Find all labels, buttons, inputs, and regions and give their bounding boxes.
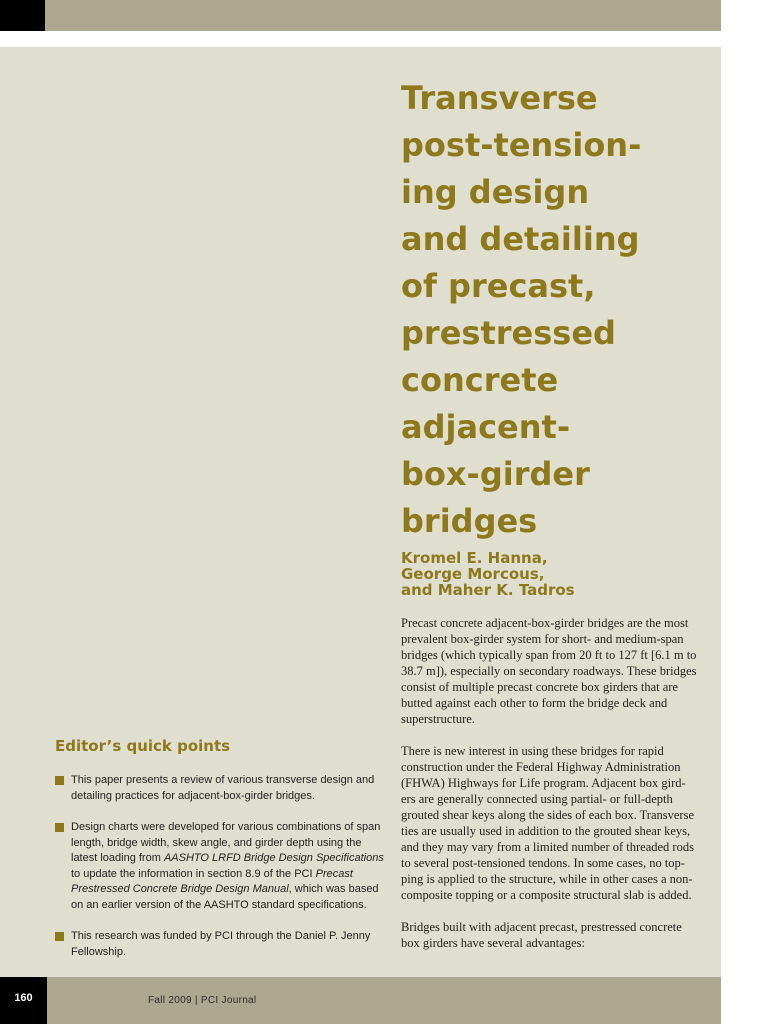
text-line xyxy=(71,851,384,867)
text-line: This paper presents a review of various transverse design and xyxy=(71,774,375,786)
body-paragraph xyxy=(401,743,725,903)
italic-reference: AASHTO LRFD Bridge Design Specifications xyxy=(163,852,384,864)
article-body xyxy=(401,615,725,967)
square-bullet-icon xyxy=(55,776,64,785)
italic-reference: Prestressed Concrete Bridge Design Manual xyxy=(71,883,289,895)
text-line: 38.7 m]), especially on secondary roadways. These bridges xyxy=(401,664,697,678)
title-line: of precast, xyxy=(401,267,596,305)
title-line: post-tension- xyxy=(401,126,642,164)
text-line: superstructure. xyxy=(401,712,475,726)
text-line: and they may vary from a limited number of threaded rods xyxy=(401,840,694,854)
top-corner-block xyxy=(0,0,45,31)
text-line: Bridges built with adjacent precast, prestressed concrete xyxy=(401,920,682,934)
text-line: box girders have several advantages: xyxy=(401,936,585,950)
body-paragraph xyxy=(401,615,725,727)
title-line: Transverse xyxy=(401,79,598,117)
quick-point xyxy=(55,820,384,913)
text-line: on an earlier version of the AASHTO standard specifications. xyxy=(71,898,367,911)
text-line: prevalent box-girder system for short- and medium-span xyxy=(401,632,684,646)
author-line: George Morcous, xyxy=(401,565,545,583)
italic-reference: Precast xyxy=(315,867,353,880)
quick-point xyxy=(55,773,375,804)
text-run: latest loading from xyxy=(71,852,164,864)
text-line: There is new interest in using these bridges for rapid xyxy=(401,744,664,758)
text-line xyxy=(71,882,379,898)
author-line: and Maher K. Tadros xyxy=(401,581,575,599)
text-line: Fellowship. xyxy=(71,945,127,958)
text-line: bridges (which typically span from 20 ft to 127 ft [6.1 m to xyxy=(401,648,697,662)
square-bullet-icon xyxy=(55,932,64,941)
text-line: to several post-tensioned tendons. In some cases, no top- xyxy=(401,856,685,870)
text-line: composite topping or a composite structural slab is added. xyxy=(401,888,692,902)
text-line xyxy=(71,867,375,883)
text-line: length, bridge width, skew angle, and girder depth using the xyxy=(71,836,362,849)
text-line: (FHWA) Highways for Life program. Adjacent box gird- xyxy=(401,776,686,790)
body-paragraph xyxy=(401,919,725,951)
title-line: prestressed xyxy=(401,314,616,352)
text-line: ers are generally connected using partial- or full-depth xyxy=(401,792,673,806)
quick-points-heading: Editor’s quick points xyxy=(55,737,231,755)
journal-footer: Fall 2009 | PCI Journal xyxy=(148,995,257,1006)
title-line: ing design xyxy=(401,173,590,211)
text-line: This research was funded by PCI through the Daniel P. Jenny xyxy=(71,930,371,942)
article-title xyxy=(401,75,721,545)
text-line: grouted shear keys along the sides of each box. Transverse xyxy=(401,808,694,822)
title-line: bridges xyxy=(401,502,538,540)
text-line: detailing practices for adjacent-box-girder bridges. xyxy=(71,789,315,802)
square-bullet-icon xyxy=(55,823,64,832)
text-run: , which was based xyxy=(288,883,379,895)
text-line: butted against each other to form the bridge deck and xyxy=(401,696,668,710)
article-authors xyxy=(401,550,721,598)
top-band xyxy=(45,0,721,31)
text-line: construction under the Federal Highway Administration xyxy=(401,760,681,774)
title-line: box-girder xyxy=(401,455,590,493)
text-line: Design charts were developed for various combinations of span xyxy=(71,821,381,833)
title-line: and detailing xyxy=(401,220,640,258)
text-run: to update the information in section 8.9 of the PCI xyxy=(71,867,316,880)
title-line: concrete xyxy=(401,361,559,399)
text-line: ping is applied to the structure, while in other cases a non- xyxy=(401,872,693,886)
text-line: ties are usually used in addition to the grouted shear keys, xyxy=(401,824,691,838)
text-line: consist of multiple precast concrete box girders that are xyxy=(401,680,678,694)
quick-point xyxy=(55,929,375,960)
title-line: adjacent- xyxy=(401,408,571,446)
page-number: 160 xyxy=(14,992,33,1004)
text-line: Precast concrete adjacent-box-girder bridges are the most xyxy=(401,616,689,630)
author-line: Kromel E. Hanna, xyxy=(401,549,548,567)
